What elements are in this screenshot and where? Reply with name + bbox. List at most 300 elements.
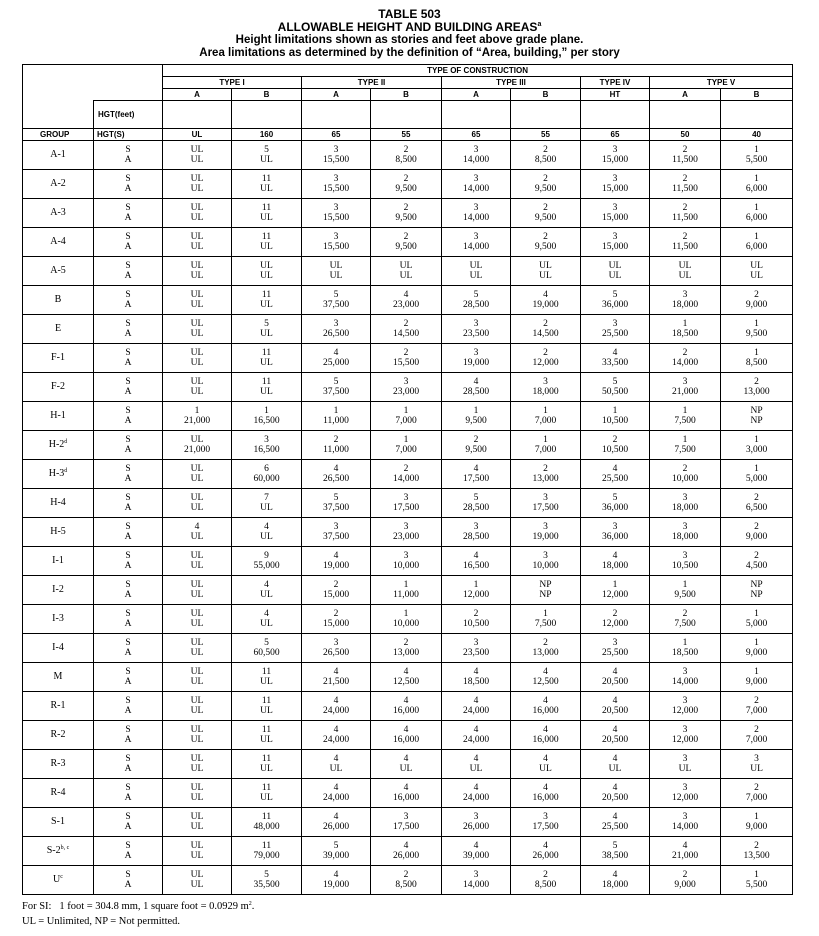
- stories-value: 1: [754, 870, 759, 880]
- area-value: UL: [190, 503, 204, 513]
- value-cell: [511, 808, 581, 837]
- area-value: 15,500: [322, 184, 350, 194]
- table-row: [23, 199, 793, 228]
- stories-label: S: [125, 522, 131, 532]
- group-label: B: [54, 294, 62, 305]
- stories-value: 3: [612, 319, 618, 329]
- stories-area-labels: [94, 808, 163, 837]
- value-cell: [650, 750, 721, 779]
- area-value: UL: [190, 213, 204, 223]
- stories-value: 2: [612, 435, 618, 445]
- group-label: I-1: [52, 555, 64, 566]
- area-value: 10,500: [462, 619, 490, 629]
- value-cell: [721, 141, 793, 170]
- area-value: 10,500: [601, 416, 629, 426]
- table-title-block: [0, 8, 819, 60]
- stories-value: 3: [682, 725, 688, 735]
- area-value: 24,000: [462, 735, 490, 745]
- stories-value: 4: [612, 464, 618, 474]
- area-value: 14,000: [671, 677, 699, 687]
- stories-value: 3: [543, 812, 548, 822]
- area-value: UL: [399, 271, 413, 281]
- header-row-construction: [23, 65, 793, 77]
- stories-label: S: [125, 174, 131, 184]
- area-label: A: [124, 880, 132, 890]
- area-value: 9,000: [745, 300, 768, 310]
- stories-value: 2: [403, 464, 409, 474]
- group-label: R-3: [50, 758, 66, 769]
- area-value: 13,000: [743, 387, 770, 397]
- stories-value: 3: [473, 174, 479, 184]
- group-cell: [23, 634, 94, 663]
- stories-value: 4: [333, 667, 339, 677]
- area-value: 5,000: [745, 619, 768, 629]
- value-cell: [721, 576, 793, 605]
- header-row-subtypes: [23, 89, 793, 101]
- area-value: 11,000: [323, 416, 349, 426]
- group-cell: [23, 228, 94, 257]
- group-cell: [23, 344, 94, 373]
- area-value: 7,000: [395, 445, 417, 455]
- stories-value: 4: [473, 696, 479, 706]
- value-cell: [721, 257, 793, 286]
- area-value: 13,000: [392, 648, 420, 658]
- area-value: UL: [260, 358, 273, 368]
- stories-area-labels: [94, 518, 163, 547]
- stories-value: 2: [543, 348, 548, 358]
- stories-label: S: [125, 435, 131, 445]
- group-cell: [23, 808, 94, 837]
- stories-value: 2: [612, 609, 618, 619]
- stories-label: S: [125, 203, 131, 213]
- table-title: [0, 21, 819, 34]
- area-value: UL: [539, 271, 552, 281]
- area-value: 21,000: [671, 851, 699, 861]
- stories-value: 3: [682, 696, 688, 706]
- area-label: A: [124, 561, 132, 571]
- value-cell: [371, 257, 442, 286]
- area-value: UL: [608, 764, 622, 774]
- stories-value: 3: [682, 290, 688, 300]
- stories-value: 3: [612, 638, 618, 648]
- area-value: 12,000: [462, 590, 490, 600]
- area-value: 20,500: [601, 706, 629, 716]
- area-value: 9,500: [465, 445, 487, 455]
- value-cell: [581, 199, 650, 228]
- area-label: A: [124, 242, 132, 252]
- stories-value: 11: [261, 841, 272, 851]
- stories-value: 3: [473, 638, 479, 648]
- stories-value: 4: [264, 522, 269, 532]
- value-cell: [721, 750, 793, 779]
- area-value: 37,500: [322, 300, 350, 310]
- area-value: 12,000: [601, 590, 629, 600]
- stories-value: 1: [403, 406, 409, 416]
- area-value: 17,500: [462, 474, 490, 484]
- table-row: [23, 808, 793, 837]
- group-cell: [23, 257, 94, 286]
- value-cell: [232, 721, 302, 750]
- value-cell: [650, 141, 721, 170]
- stories-area-labels: [94, 750, 163, 779]
- value-cell: [650, 721, 721, 750]
- group-label: S-1: [51, 816, 65, 827]
- area-value: 11,500: [672, 213, 698, 223]
- area-value: UL: [469, 271, 483, 281]
- area-value: 16,500: [253, 445, 280, 455]
- area-value: 24,000: [462, 793, 490, 803]
- group-label: S-2: [46, 845, 61, 856]
- group-label: I-4: [52, 642, 64, 653]
- value-cell: [371, 837, 442, 866]
- area-value: 10,500: [671, 561, 699, 571]
- stories-label: S: [125, 493, 131, 503]
- stories-value: 5: [612, 493, 618, 503]
- value-cell: [650, 634, 721, 663]
- stories-value: 3: [473, 870, 479, 880]
- area-value: 26,000: [322, 822, 350, 832]
- value-cell: [581, 634, 650, 663]
- value-cell: [511, 228, 581, 257]
- group-cell: [23, 518, 94, 547]
- header-subtype: A: [163, 89, 232, 101]
- header-corner: [23, 65, 94, 77]
- area-label: A: [124, 155, 132, 165]
- value-cell: [581, 431, 650, 460]
- group-cell: [23, 779, 94, 808]
- value-cell: [302, 547, 371, 576]
- value-cell: [302, 344, 371, 373]
- value-cell: [650, 489, 721, 518]
- area-value: 7,000: [745, 735, 768, 745]
- area-value: UL: [190, 793, 204, 803]
- group-label: R-2: [50, 729, 66, 740]
- stories-label: S: [125, 609, 131, 619]
- value-cell: [232, 460, 302, 489]
- area-value: 9,500: [534, 242, 557, 252]
- stories-value: 3: [612, 522, 618, 532]
- area-label: A: [124, 184, 132, 194]
- area-value: 15,000: [601, 242, 629, 252]
- stories-value: UL: [750, 261, 763, 271]
- area-value: UL: [469, 764, 483, 774]
- table-row: [23, 286, 793, 315]
- value-cell: [511, 141, 581, 170]
- area-value: UL: [190, 155, 204, 165]
- stories-value: 2: [682, 232, 688, 242]
- stories-value: 3: [543, 522, 548, 532]
- stories-value: 1: [682, 319, 688, 329]
- area-value: 9,500: [534, 213, 557, 223]
- area-value: 14,000: [462, 213, 490, 223]
- area-value: UL: [260, 503, 273, 513]
- area-value: 14,000: [392, 474, 420, 484]
- table-row: [23, 228, 793, 257]
- stories-value: 5: [473, 290, 479, 300]
- header-subtype: A: [650, 89, 721, 101]
- area-value: 15,500: [392, 358, 420, 368]
- stories-value: 4: [333, 870, 339, 880]
- stories-value: 1: [682, 580, 688, 590]
- area-label: A: [124, 822, 132, 832]
- hgt-feet-blank: [232, 101, 302, 129]
- group-footnote-marker: d: [64, 468, 68, 474]
- value-cell: [511, 170, 581, 199]
- value-cell: [511, 663, 581, 692]
- group-label: A-3: [50, 207, 66, 218]
- value-cell: [442, 692, 511, 721]
- area-value: 4,500: [745, 561, 768, 571]
- value-cell: [511, 866, 581, 895]
- value-cell: [721, 721, 793, 750]
- stories-value: 3: [333, 232, 339, 242]
- stories-value: 11: [261, 348, 272, 358]
- area-value: 6,000: [745, 242, 768, 252]
- header-blank: [23, 77, 94, 89]
- header-corner-2: [94, 65, 163, 77]
- stories-area-labels: [94, 257, 163, 286]
- area-value: 7,500: [674, 619, 696, 629]
- area-value: 19,000: [462, 358, 490, 368]
- value-cell: [650, 663, 721, 692]
- table-row: [23, 518, 793, 547]
- stories-value: 3: [543, 377, 548, 387]
- area-value: 17,500: [532, 822, 559, 832]
- stories-area-labels: [94, 866, 163, 895]
- stories-value: 5: [612, 377, 618, 387]
- value-cell: [232, 605, 302, 634]
- value-cell: [232, 344, 302, 373]
- stories-area-labels: [94, 199, 163, 228]
- value-cell: [442, 431, 511, 460]
- area-value: 9,000: [745, 677, 768, 687]
- area-value: 16,000: [392, 793, 420, 803]
- value-cell: [442, 605, 511, 634]
- area-value: UL: [329, 764, 343, 774]
- area-value: UL: [329, 271, 343, 281]
- stories-value: 3: [682, 377, 688, 387]
- value-cell: [371, 141, 442, 170]
- value-cell: [163, 489, 232, 518]
- area-value: 7,500: [534, 619, 557, 629]
- value-cell: [721, 808, 793, 837]
- value-cell: [721, 837, 793, 866]
- area-value: 38,500: [601, 851, 629, 861]
- area-value: 7,000: [534, 445, 557, 455]
- stories-value: 2: [754, 783, 759, 793]
- area-value: 16,500: [253, 416, 280, 426]
- area-value: 23,500: [462, 648, 490, 658]
- area-value: 21,500: [322, 677, 350, 687]
- value-cell: [511, 634, 581, 663]
- group-label: A-1: [50, 149, 66, 160]
- area-value: 8,500: [745, 358, 768, 368]
- stories-value: 2: [543, 145, 548, 155]
- stories-value: 4: [333, 696, 339, 706]
- value-cell: [721, 373, 793, 402]
- area-value: 9,500: [395, 184, 417, 194]
- value-cell: [650, 866, 721, 895]
- stories-value: 11: [261, 232, 272, 242]
- stories-value: 5: [473, 493, 479, 503]
- value-cell: [163, 344, 232, 373]
- area-label: A: [124, 677, 132, 687]
- stories-value: 4: [473, 841, 479, 851]
- area-value: 6,000: [745, 213, 768, 223]
- stories-value: 4: [473, 377, 479, 387]
- table-title-text: ALLOWABLE HEIGHT AND BUILDING AREAS: [277, 20, 538, 34]
- stories-label: S: [125, 319, 131, 329]
- area-value: 24,000: [322, 735, 350, 745]
- value-cell: [442, 866, 511, 895]
- value-cell: [302, 634, 371, 663]
- allowable-height-area-table: [22, 64, 793, 895]
- area-value: UL: [260, 155, 273, 165]
- value-cell: [650, 460, 721, 489]
- area-value: 9,500: [465, 416, 487, 426]
- stories-value: 3: [333, 638, 339, 648]
- value-cell: [163, 460, 232, 489]
- value-cell: [163, 170, 232, 199]
- area-label: A: [124, 416, 132, 426]
- area-value: 26,500: [322, 329, 350, 339]
- value-cell: [371, 344, 442, 373]
- table-row: [23, 170, 793, 199]
- stories-value: 2: [543, 319, 548, 329]
- value-cell: [371, 634, 442, 663]
- value-cell: [163, 634, 232, 663]
- stories-value: 2: [682, 870, 688, 880]
- area-value: 14,500: [392, 329, 420, 339]
- area-value: 20,500: [601, 677, 629, 687]
- area-value: 19,000: [532, 532, 559, 542]
- value-cell: [371, 431, 442, 460]
- area-value: 12,000: [671, 793, 699, 803]
- value-cell: [302, 808, 371, 837]
- value-cell: [721, 170, 793, 199]
- header-blank: [23, 101, 94, 129]
- area-value: 8,500: [534, 880, 557, 890]
- area-value: 21,000: [183, 445, 211, 455]
- stories-value: NP: [750, 580, 763, 590]
- area-value: 12,500: [392, 677, 420, 687]
- area-value: 18,000: [671, 532, 699, 542]
- group-cell: [23, 692, 94, 721]
- area-value: 7,500: [674, 445, 696, 455]
- group-cell: [23, 460, 94, 489]
- stories-value: 4: [612, 812, 618, 822]
- area-value: 12,000: [601, 619, 629, 629]
- area-value: 23,000: [392, 532, 420, 542]
- hgt-feet-value: 50: [650, 129, 721, 141]
- value-cell: [232, 315, 302, 344]
- value-cell: [650, 344, 721, 373]
- value-cell: [232, 808, 302, 837]
- stories-value: UL: [190, 493, 204, 503]
- area-value: 17,500: [532, 503, 559, 513]
- stories-value: 4: [333, 783, 339, 793]
- stories-value: 2: [333, 609, 339, 619]
- stories-value: 2: [403, 319, 409, 329]
- group-footnote-marker: d: [64, 439, 68, 445]
- value-cell: [371, 489, 442, 518]
- value-cell: [721, 692, 793, 721]
- value-cell: [650, 808, 721, 837]
- stories-value: 2: [754, 290, 759, 300]
- value-cell: [581, 402, 650, 431]
- stories-value: 4: [473, 754, 479, 764]
- value-cell: [650, 518, 721, 547]
- value-cell: [302, 837, 371, 866]
- stories-value: 11: [261, 203, 272, 213]
- value-cell: [442, 750, 511, 779]
- area-value: 15,000: [322, 619, 350, 629]
- area-value: UL: [190, 271, 204, 281]
- stories-label: S: [125, 812, 131, 822]
- hgt-feet-value: 65: [302, 129, 371, 141]
- stories-value: 3: [333, 174, 339, 184]
- footnote-si-prefix: For SI:: [22, 901, 52, 912]
- table-row: [23, 576, 793, 605]
- table-row: [23, 634, 793, 663]
- value-cell: [581, 344, 650, 373]
- value-cell: [232, 837, 302, 866]
- area-value: UL: [678, 764, 692, 774]
- stories-value: 4: [333, 754, 339, 764]
- stories-area-labels: [94, 286, 163, 315]
- area-value: 16,000: [392, 735, 420, 745]
- value-cell: [511, 286, 581, 315]
- stories-value: 4: [403, 290, 409, 300]
- table-title-footnote-marker: a: [537, 21, 542, 28]
- value-cell: [511, 518, 581, 547]
- area-value: UL: [190, 706, 204, 716]
- stories-value: 3: [543, 493, 548, 503]
- area-value: UL: [190, 329, 204, 339]
- header-hgt-s-label: HGT(S): [94, 129, 163, 141]
- stories-area-labels: [94, 779, 163, 808]
- table-number: TABLE 503: [378, 7, 441, 21]
- area-value: UL: [260, 213, 273, 223]
- header-type-iv: TYPE IV: [581, 77, 650, 89]
- area-value: 26,500: [322, 648, 350, 658]
- value-cell: [232, 431, 302, 460]
- stories-value: 11: [261, 783, 272, 793]
- area-value: 8,500: [395, 880, 417, 890]
- table-row: [23, 373, 793, 402]
- value-cell: [511, 576, 581, 605]
- value-cell: [581, 837, 650, 866]
- stories-value: UL: [190, 145, 204, 155]
- value-cell: [302, 779, 371, 808]
- stories-value: 11: [261, 696, 272, 706]
- value-cell: [511, 750, 581, 779]
- area-value: 13,500: [743, 851, 770, 861]
- value-cell: [371, 866, 442, 895]
- area-value: UL: [608, 271, 622, 281]
- value-cell: [232, 779, 302, 808]
- stories-area-labels: [94, 634, 163, 663]
- area-value: 11,000: [393, 590, 419, 600]
- value-cell: [511, 373, 581, 402]
- stories-value: 5: [333, 290, 339, 300]
- stories-value: 1: [612, 580, 618, 590]
- value-cell: [232, 286, 302, 315]
- group-cell: [23, 547, 94, 576]
- stories-value: 4: [612, 783, 618, 793]
- value-cell: [511, 431, 581, 460]
- stories-value: 2: [682, 348, 688, 358]
